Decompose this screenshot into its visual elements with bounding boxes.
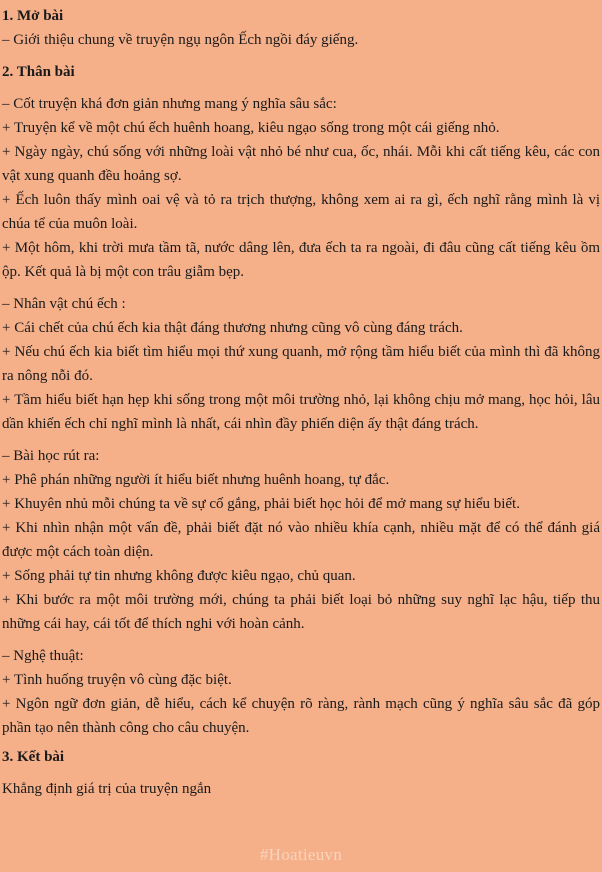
list-item: + Ếch luôn thấy mình oai vệ và tỏ ra trịch thượng, không xem ai ra gì, ếch nghĩ rằng mình là vị chúa tể của muôn loài. — [2, 192, 600, 232]
lesson-title: – Bài học rút ra: — [2, 448, 100, 464]
body-heading: 2. Thân bài — [2, 64, 75, 80]
character-title: – Nhân vật chú ếch : — [2, 296, 126, 312]
list-item: + Cái chết của chú ếch kia thật đáng thương nhưng cũng vô cùng đáng trách. — [2, 320, 463, 336]
list-item: + Ngày ngày, chú sống với những loài vật nhỏ bé như cua, ốc, nhái. Mỗi khi cất tiếng kêu, các con vật xung quanh đều hoảng sợ. — [2, 144, 600, 184]
list-item: + Ngôn ngữ đơn giản, dễ hiểu, cách kể chuyện rõ ràng, rành mạch cũng ý nghĩa sâu sắc đã góp phần tạo nên thành công cho câu chuyện. — [2, 696, 600, 736]
intro-text: – Giới thiệu chung về truyện ngụ ngôn Ếch ngồi đáy giếng. — [2, 32, 359, 48]
list-item: + Truyện kể về một chú ếch huênh hoang, kiêu ngạo sống trong một cái giếng nhỏ. — [2, 120, 500, 136]
art-group — [2, 644, 600, 740]
intro-section — [2, 4, 600, 52]
plot-title: – Cốt truyện khá đơn giản nhưng mang ý nghĩa sâu sắc: — [2, 96, 337, 112]
list-item: + Một hôm, khi trời mưa tầm tã, nước dâng lên, đưa ếch ta ra ngoài, đi đâu cũng cất tiếng kêu ồm ộp. Kết quả là bị một con trâu giẫm bẹp. — [2, 240, 600, 280]
art-title: – Nghệ thuật: — [2, 648, 84, 664]
list-item: + Phê phán những người ít hiểu biết nhưng huênh hoang, tự đắc. — [2, 472, 390, 488]
list-item: + Tình huống truyện vô cùng đặc biệt. — [2, 672, 232, 688]
list-item: + Nếu chú ếch kia biết tìm hiểu mọi thứ xung quanh, mở rộng tầm hiểu biết của mình thì đã không ra nông nỗi đó. — [2, 344, 600, 384]
watermark: #Hoatieuvn — [259, 845, 343, 864]
conclusion-heading: 3. Kết bài — [2, 749, 65, 765]
character-group — [2, 292, 600, 436]
list-item: + Tầm hiểu biết hạn hẹp khi sống trong một môi trường nhỏ, lại không chịu mở mang, học hỏi, lâu dần khiến ếch chỉ nghĩ mình là nhất, cái nhìn đầy phiến diện ấy thật đáng trách. — [2, 392, 600, 432]
lesson-group — [2, 444, 600, 636]
body-section — [2, 60, 600, 740]
list-item: + Sống phải tự tin nhưng không được kiêu ngạo, chủ quan. — [2, 568, 356, 584]
list-item: + Khi bước ra một môi trường mới, chúng ta phải biết loại bỏ những suy nghĩ lạc hậu, tiếp thu những cái hay, cái tốt để thích nghi với hoàn cảnh. — [2, 592, 600, 632]
list-item: + Khi nhìn nhận một vấn đề, phải biết đặt nó vào nhiều khía cạnh, nhiều mặt để có thể đánh giá được một cách toàn diện. — [2, 520, 600, 560]
list-item: + Khuyên nhủ mỗi chúng ta về sự cố gắng, phải biết học hỏi để mở mang sự hiểu biết. — [2, 496, 520, 512]
conclusion-section — [2, 745, 600, 801]
plot-group — [2, 92, 600, 284]
intro-heading: 1. Mở bài — [2, 8, 64, 24]
conclusion-text: Khẳng định giá trị của truyện ngắn — [2, 781, 212, 797]
